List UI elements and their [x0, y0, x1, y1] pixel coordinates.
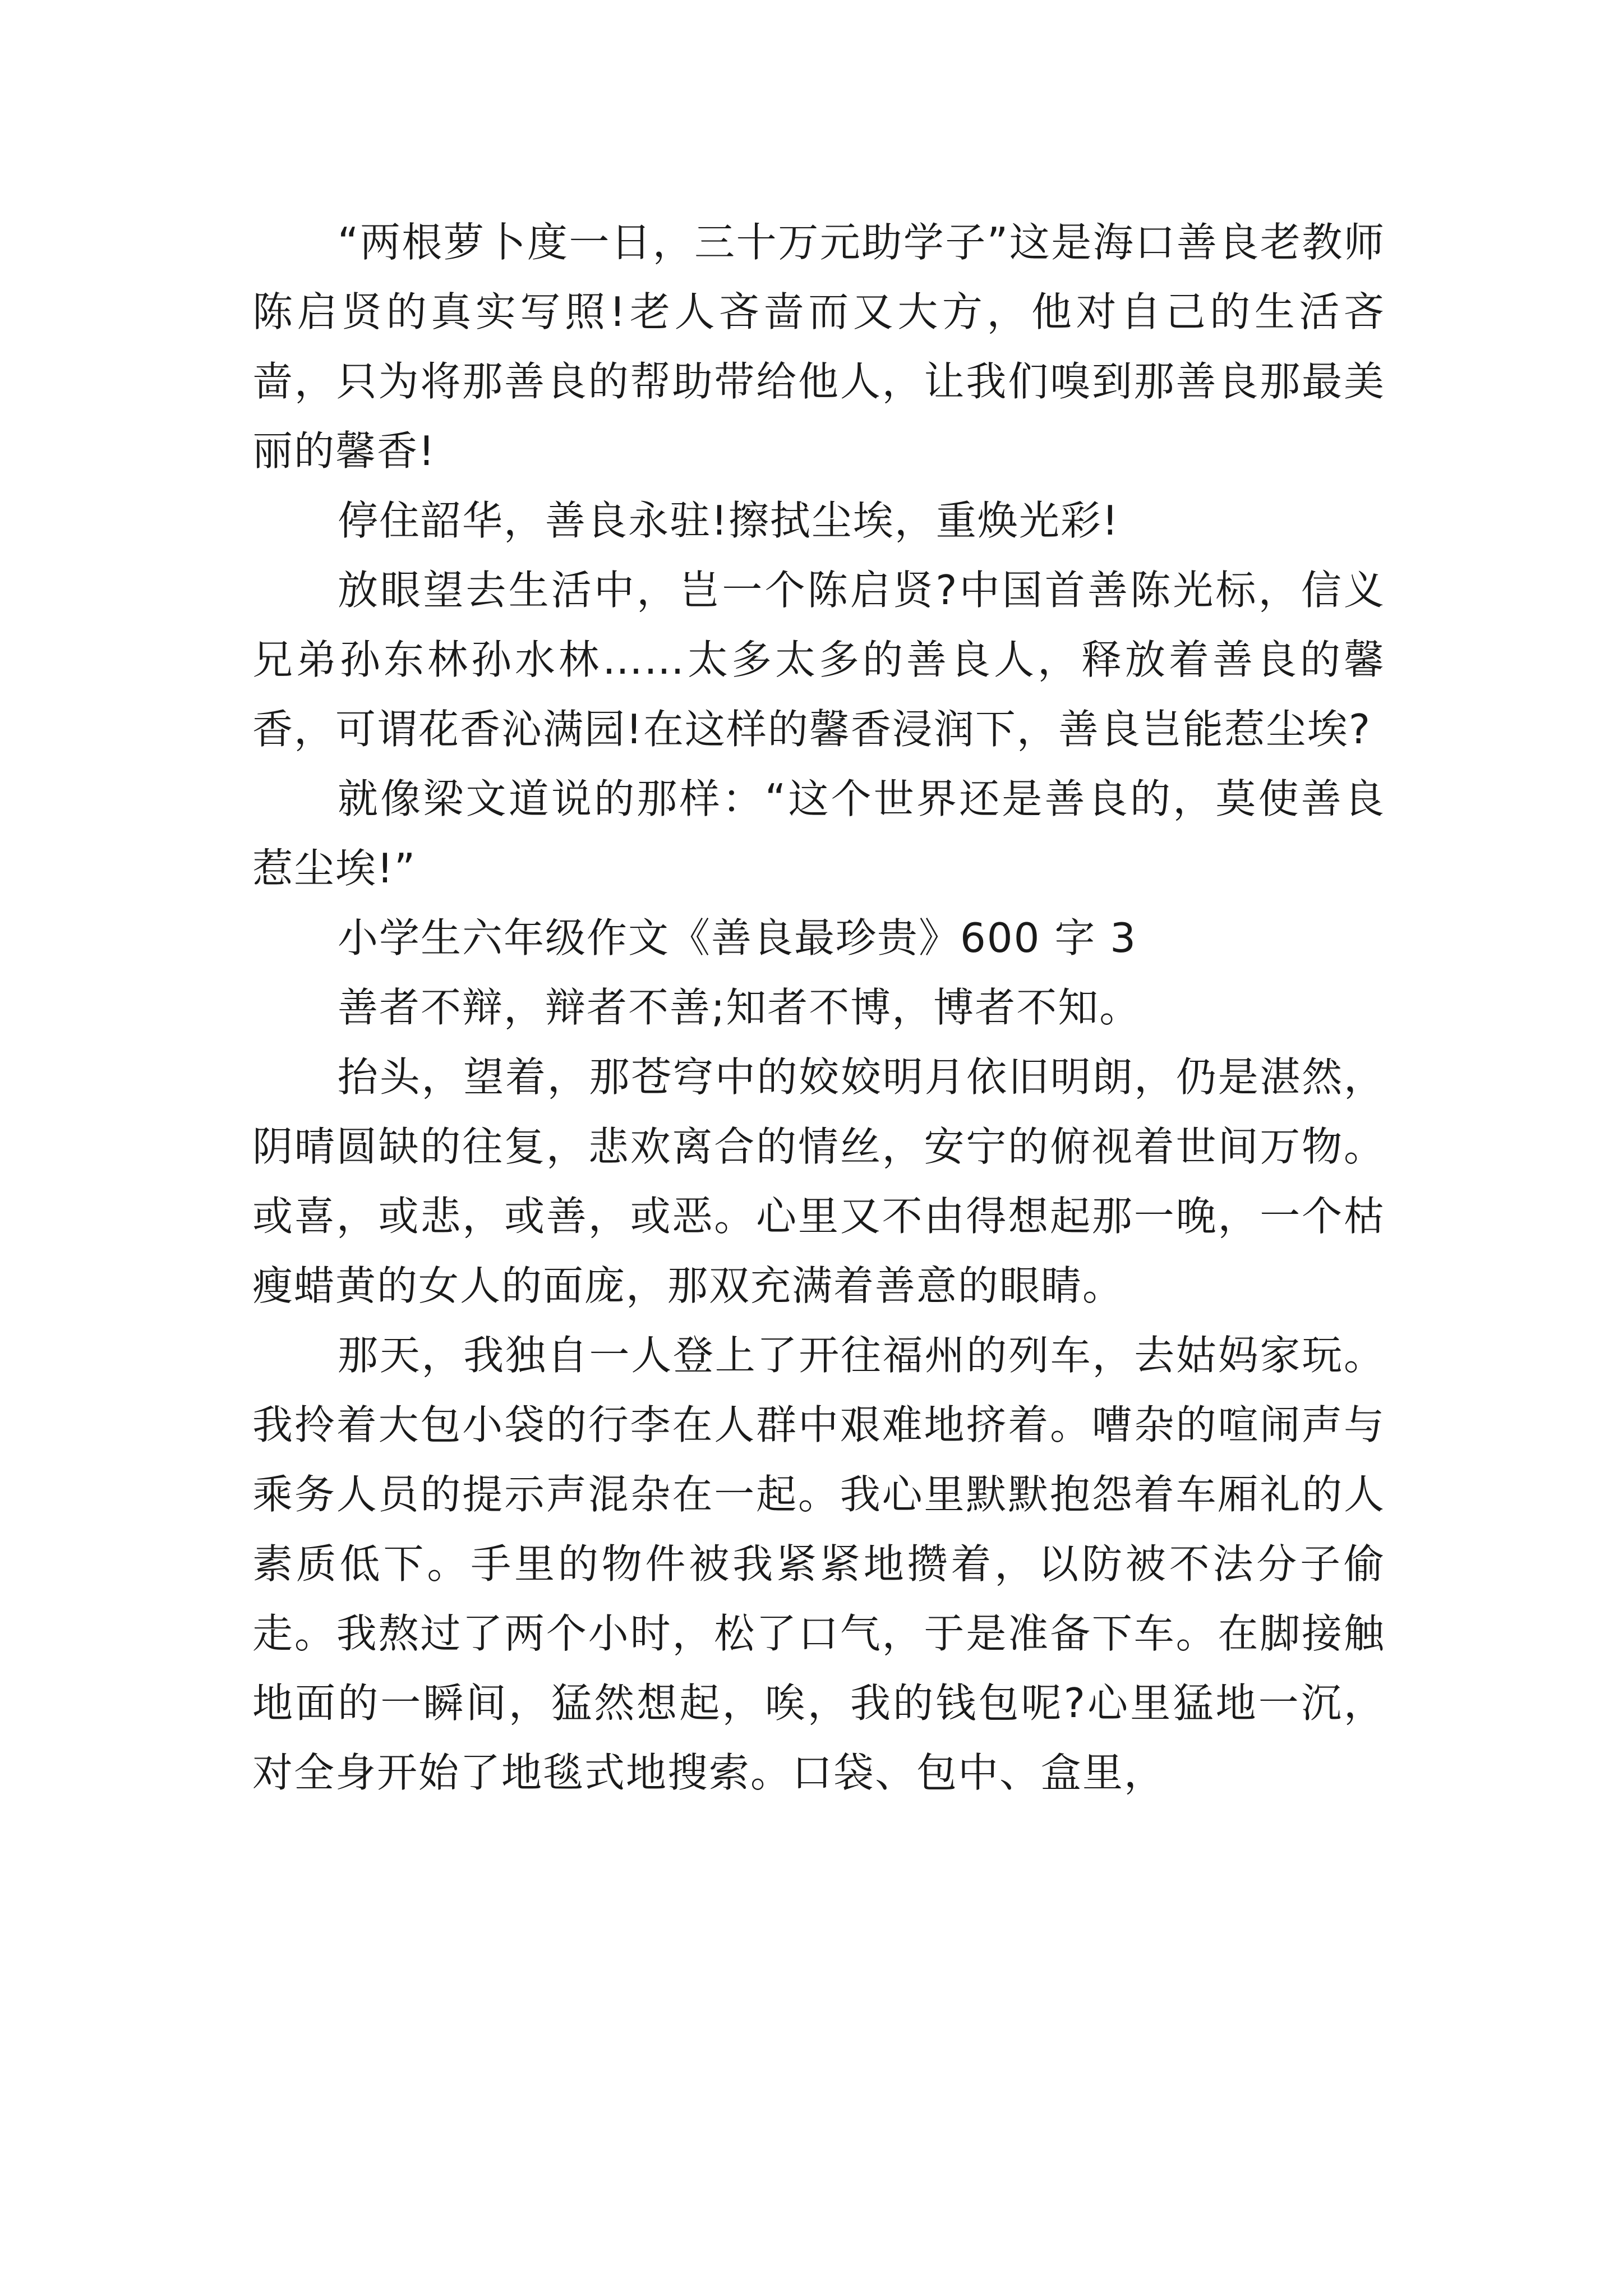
essay-paragraph-2: 抬头，望着，那苍穹中的姣姣明月依旧明朗，仍是湛然，阴晴圆缺的往复，悲欢离合的情丝，安宁的俯视着世间万物。或喜，或悲，或善，或恶。心里又不由得想起那一晚，一个枯瘦蜡黄的女人的面庞，那双充满着善意的眼睛。: [252, 1053, 1385, 1309]
paragraph-2: 停住韶华，善良永驻!擦拭尘埃，重焕光彩!: [338, 497, 1119, 544]
paragraph-1: “两根萝卜度一日，三十万元助学子”这是海口善良老教师陈启贤的真实写照!老人吝啬而又大方，他对自己的生活吝啬，只为将那善良的帮助带给他人，让我们嗅到那善良那最美丽的馨香!: [252, 219, 1385, 475]
essay-paragraph-1: 善者不辩，辩者不善;知者不博，博者不知。: [338, 984, 1141, 1031]
essay-paragraph-3: 那天，我独自一人登上了开往福州的列车，去姑妈家玩。我拎着大包小袋的行李在人群中艰难地挤着。嘈杂的喧闹声与乘务人员的提示声混杂在一起。我心里默默抱怨着车厢礼的人素质低下。手里的物件被我紧紧地攒着，以防被不法分子偷走。我熬过了两个小时，松了口气，于是准备下车。在脚接触地面的一瞬间，猛然想起，唉，我的钱包呢?心里猛地一沉，对全身开始了地毯式地搜索。口袋、包中、盒里，: [252, 1332, 1385, 1796]
paragraph-4: 就像梁文道说的那样：“这个世界还是善良的，莫使善良惹尘埃!”: [252, 775, 1385, 892]
essay-title: 小学生六年级作文《善良最珍贵》600 字 3: [338, 914, 1137, 961]
paragraph-3: 放眼望去生活中，岂一个陈启贤?中国首善陈光标，信义兄弟孙东林孙水林……太多太多的善良人，释放着善良的馨香，可谓花香沁满园!在这样的馨香浸润下，善良岂能惹尘埃?: [252, 567, 1385, 753]
document-body: [252, 208, 1385, 1807]
